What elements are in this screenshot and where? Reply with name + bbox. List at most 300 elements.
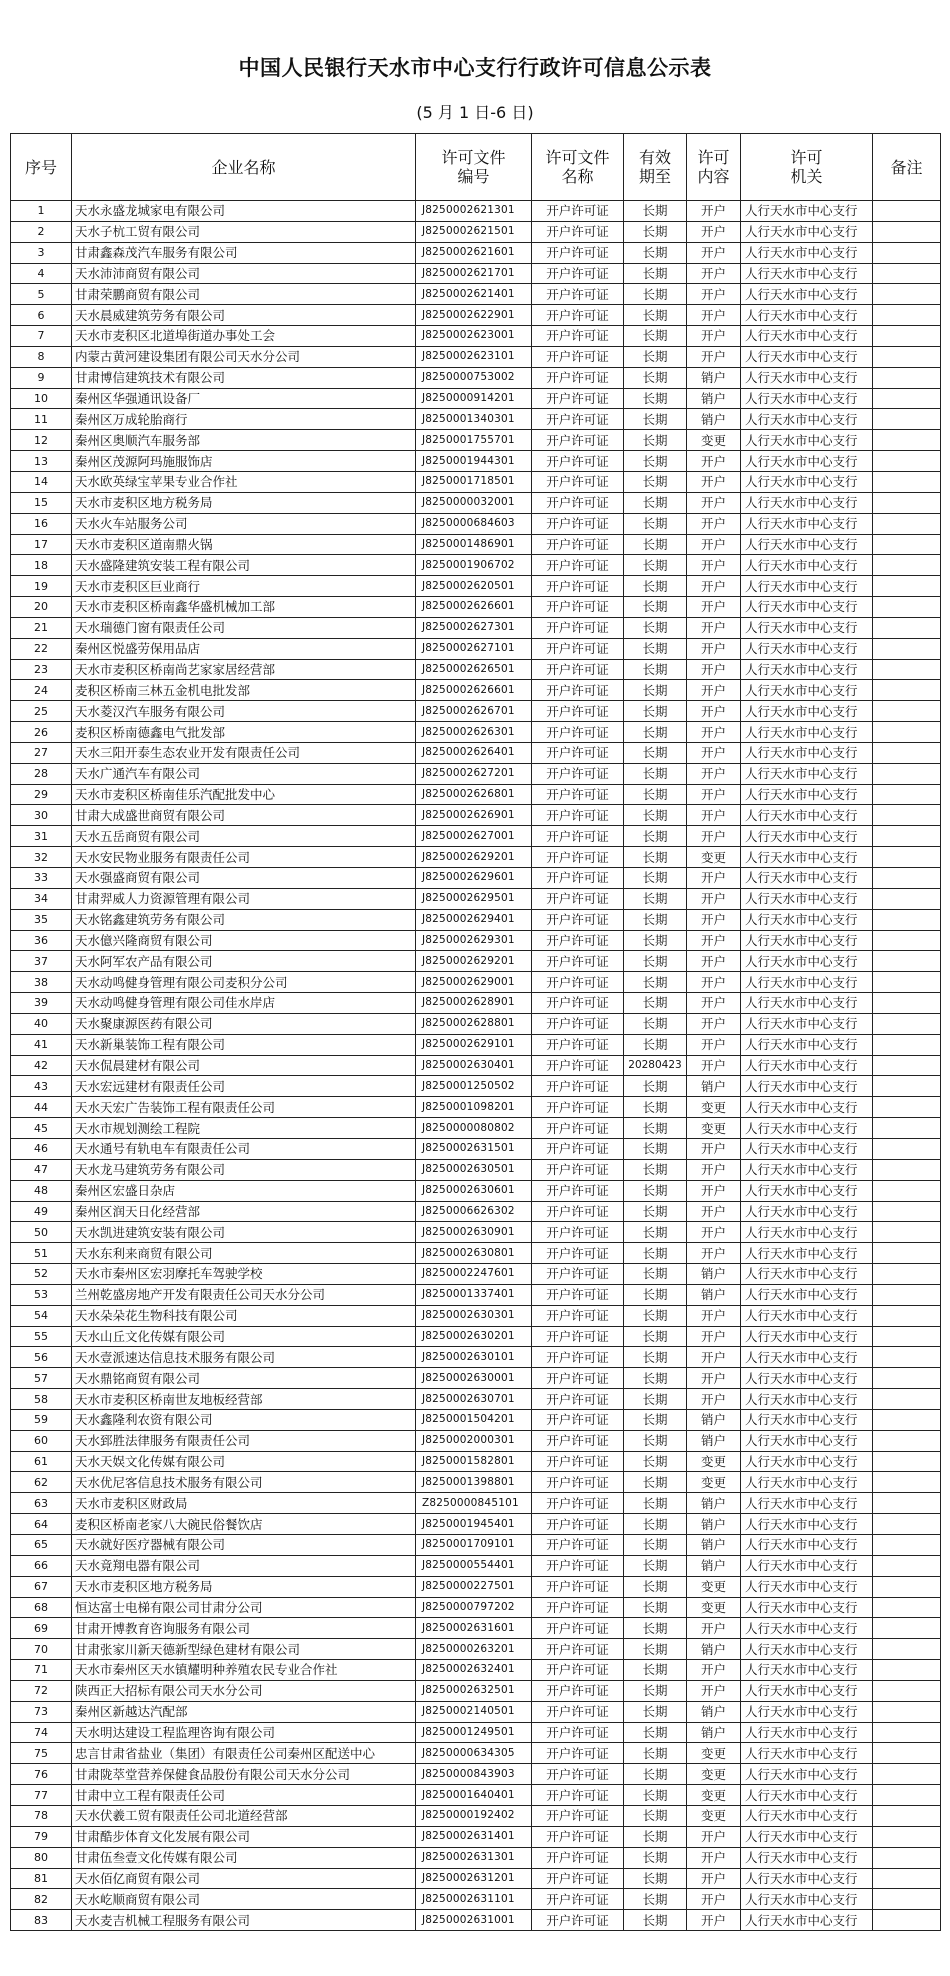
license-doc-name: 开户许可证 <box>532 784 624 805</box>
license-number: J8250002621401 <box>416 284 532 305</box>
company-name: 甘肃伍叁壹文化传媒有限公司 <box>72 1847 416 1868</box>
company-name: 天水沛沛商贸有限公司 <box>72 263 416 284</box>
valid-until: 长期 <box>624 326 687 347</box>
table-row <box>11 1785 941 1806</box>
valid-until: 长期 <box>624 1159 687 1180</box>
license-content: 开户 <box>687 471 741 492</box>
col-header-index: 序号 <box>11 134 72 201</box>
license-authority: 人行天水市中心支行 <box>741 1535 873 1556</box>
valid-until: 长期 <box>624 1013 687 1034</box>
table-row <box>11 722 941 743</box>
license-content: 开户 <box>687 826 741 847</box>
row-index: 11 <box>11 409 72 430</box>
row-index: 20 <box>11 597 72 618</box>
license-number: J8250002629001 <box>416 972 532 993</box>
row-index: 46 <box>11 1138 72 1159</box>
license-doc-name: 开户许可证 <box>532 1076 624 1097</box>
license-content: 销户 <box>687 388 741 409</box>
row-index: 59 <box>11 1409 72 1430</box>
note-cell <box>873 1097 941 1118</box>
row-index: 78 <box>11 1805 72 1826</box>
license-number: J8250002626801 <box>416 784 532 805</box>
license-authority: 人行天水市中心支行 <box>741 1472 873 1493</box>
row-index: 56 <box>11 1347 72 1368</box>
license-authority: 人行天水市中心支行 <box>741 1764 873 1785</box>
license-doc-name: 开户许可证 <box>532 576 624 597</box>
license-content: 开户 <box>687 680 741 701</box>
table-row <box>11 1868 941 1889</box>
valid-until: 长期 <box>624 1222 687 1243</box>
license-doc-name: 开户许可证 <box>532 1472 624 1493</box>
valid-until: 20280423 <box>624 1055 687 1076</box>
license-content: 销户 <box>687 1284 741 1305</box>
table-row <box>11 1597 941 1618</box>
company-name: 天水億兴隆商贸有限公司 <box>72 930 416 951</box>
note-cell <box>873 451 941 472</box>
license-number: J8250001755701 <box>416 430 532 451</box>
row-index: 58 <box>11 1389 72 1410</box>
license-authority: 人行天水市中心支行 <box>741 1284 873 1305</box>
col-header-term: 有效 期至 <box>624 134 687 201</box>
license-doc-name: 开户许可证 <box>532 722 624 743</box>
license-number: J8250000032001 <box>416 492 532 513</box>
license-content: 开户 <box>687 1243 741 1264</box>
license-number: J8250000263201 <box>416 1639 532 1660</box>
table-row <box>11 888 941 909</box>
note-cell <box>873 1159 941 1180</box>
table-row <box>11 597 941 618</box>
company-name: 甘肃中立工程有限责任公司 <box>72 1785 416 1806</box>
row-index: 43 <box>11 1076 72 1097</box>
license-authority: 人行天水市中心支行 <box>741 1680 873 1701</box>
license-number: J8250002140501 <box>416 1701 532 1722</box>
license-authority: 人行天水市中心支行 <box>741 701 873 722</box>
license-number: J8250001337401 <box>416 1284 532 1305</box>
license-authority: 人行天水市中心支行 <box>741 1555 873 1576</box>
license-authority: 人行天水市中心支行 <box>741 409 873 430</box>
company-name: 天水朵朵花生物科技有限公司 <box>72 1305 416 1326</box>
company-name: 天水安民物业服务有限责任公司 <box>72 847 416 868</box>
license-number: J8250002632401 <box>416 1660 532 1681</box>
note-cell <box>873 1013 941 1034</box>
valid-until: 长期 <box>624 909 687 930</box>
note-cell <box>873 868 941 889</box>
company-name: 天水强盛商贸有限公司 <box>72 868 416 889</box>
license-content: 开户 <box>687 1201 741 1222</box>
license-authority: 人行天水市中心支行 <box>741 263 873 284</box>
valid-until: 长期 <box>624 784 687 805</box>
license-doc-name: 开户许可证 <box>532 1910 624 1931</box>
license-doc-name: 开户许可证 <box>532 326 624 347</box>
license-content: 变更 <box>687 1118 741 1139</box>
license-number: J8250000554401 <box>416 1555 532 1576</box>
license-content: 开户 <box>687 742 741 763</box>
license-number: J8250002629201 <box>416 951 532 972</box>
license-doc-name: 开户许可证 <box>532 367 624 388</box>
license-number: J8250002630601 <box>416 1180 532 1201</box>
company-name: 天水鼎铭商贸有限公司 <box>72 1368 416 1389</box>
table-row <box>11 1722 941 1743</box>
company-name: 天水火车站服务公司 <box>72 513 416 534</box>
col-header-content: 许可 内容 <box>687 134 741 201</box>
license-content: 开户 <box>687 722 741 743</box>
row-index: 21 <box>11 617 72 638</box>
company-name: 秦州区宏盛日杂店 <box>72 1180 416 1201</box>
license-content: 开户 <box>687 1389 741 1410</box>
table-row <box>11 742 941 763</box>
note-cell <box>873 1451 941 1472</box>
license-content: 销户 <box>687 409 741 430</box>
table-row <box>11 680 941 701</box>
note-cell <box>873 1034 941 1055</box>
note-cell <box>873 263 941 284</box>
note-cell <box>873 471 941 492</box>
license-authority: 人行天水市中心支行 <box>741 1409 873 1430</box>
company-name: 天水市麦积区巨业商行 <box>72 576 416 597</box>
row-index: 36 <box>11 930 72 951</box>
row-index: 33 <box>11 868 72 889</box>
license-authority: 人行天水市中心支行 <box>741 513 873 534</box>
note-cell <box>873 409 941 430</box>
license-content: 开户 <box>687 221 741 242</box>
valid-until: 长期 <box>624 1660 687 1681</box>
license-content: 变更 <box>687 1451 741 1472</box>
valid-until: 长期 <box>624 346 687 367</box>
table-row <box>11 221 941 242</box>
row-index: 30 <box>11 805 72 826</box>
note-cell <box>873 1368 941 1389</box>
valid-until: 长期 <box>624 388 687 409</box>
table-row <box>11 763 941 784</box>
table-row <box>11 972 941 993</box>
license-content: 开户 <box>687 638 741 659</box>
license-content: 开户 <box>687 597 741 618</box>
license-content: 销户 <box>687 1493 741 1514</box>
license-authority: 人行天水市中心支行 <box>741 993 873 1014</box>
table-row <box>11 1326 941 1347</box>
row-index: 23 <box>11 659 72 680</box>
row-index: 67 <box>11 1576 72 1597</box>
license-authority: 人行天水市中心支行 <box>741 1055 873 1076</box>
license-authority: 人行天水市中心支行 <box>741 1826 873 1847</box>
license-authority: 人行天水市中心支行 <box>741 1305 873 1326</box>
license-content: 开户 <box>687 888 741 909</box>
license-number: J8250002621501 <box>416 221 532 242</box>
row-index: 51 <box>11 1243 72 1264</box>
license-authority: 人行天水市中心支行 <box>741 1701 873 1722</box>
license-number: J8250002630101 <box>416 1347 532 1368</box>
note-cell <box>873 1076 941 1097</box>
valid-until: 长期 <box>624 409 687 430</box>
license-authority: 人行天水市中心支行 <box>741 430 873 451</box>
valid-until: 长期 <box>624 1514 687 1535</box>
row-index: 79 <box>11 1826 72 1847</box>
license-number: J8250002631001 <box>416 1910 532 1931</box>
license-authority: 人行天水市中心支行 <box>741 367 873 388</box>
note-cell <box>873 1201 941 1222</box>
note-cell <box>873 1409 941 1430</box>
license-number: J8250002629101 <box>416 1034 532 1055</box>
company-name: 天水永盛龙城家电有限公司 <box>72 201 416 222</box>
license-number: J8250000753002 <box>416 367 532 388</box>
row-index: 71 <box>11 1660 72 1681</box>
license-number: J8250000843903 <box>416 1764 532 1785</box>
license-authority: 人行天水市中心支行 <box>741 909 873 930</box>
license-content: 开户 <box>687 951 741 972</box>
table-row <box>11 346 941 367</box>
valid-until: 长期 <box>624 471 687 492</box>
row-index: 68 <box>11 1597 72 1618</box>
license-authority: 人行天水市中心支行 <box>741 305 873 326</box>
table-row <box>11 1555 941 1576</box>
license-doc-name: 开户许可证 <box>532 1055 624 1076</box>
license-doc-name: 开户许可证 <box>532 805 624 826</box>
row-index: 31 <box>11 826 72 847</box>
row-index: 66 <box>11 1555 72 1576</box>
note-cell <box>873 242 941 263</box>
license-doc-name: 开户许可证 <box>532 868 624 889</box>
license-authority: 人行天水市中心支行 <box>741 1222 873 1243</box>
valid-until: 长期 <box>624 597 687 618</box>
row-index: 1 <box>11 201 72 222</box>
license-content: 开户 <box>687 617 741 638</box>
valid-until: 长期 <box>624 972 687 993</box>
license-content: 开户 <box>687 1847 741 1868</box>
row-index: 19 <box>11 576 72 597</box>
row-index: 77 <box>11 1785 72 1806</box>
table-row <box>11 1910 941 1931</box>
license-authority: 人行天水市中心支行 <box>741 638 873 659</box>
license-authority: 人行天水市中心支行 <box>741 1743 873 1764</box>
row-index: 15 <box>11 492 72 513</box>
table-body <box>11 201 941 1931</box>
row-index: 57 <box>11 1368 72 1389</box>
note-cell <box>873 1618 941 1639</box>
license-number: J8250001718501 <box>416 471 532 492</box>
note-cell <box>873 1472 941 1493</box>
license-content: 销户 <box>687 1264 741 1285</box>
table-row <box>11 1264 941 1285</box>
note-cell <box>873 284 941 305</box>
row-index: 39 <box>11 993 72 1014</box>
license-authority: 人行天水市中心支行 <box>741 1660 873 1681</box>
license-authority: 人行天水市中心支行 <box>741 1910 873 1931</box>
company-name: 天水侃晨建材有限公司 <box>72 1055 416 1076</box>
license-content: 销户 <box>687 1076 741 1097</box>
license-content: 变更 <box>687 1097 741 1118</box>
license-number: J8250002627301 <box>416 617 532 638</box>
valid-until: 长期 <box>624 1680 687 1701</box>
valid-until: 长期 <box>624 1722 687 1743</box>
note-cell <box>873 1180 941 1201</box>
license-content: 开户 <box>687 1305 741 1326</box>
license-content: 变更 <box>687 1576 741 1597</box>
license-doc-name: 开户许可证 <box>532 1555 624 1576</box>
table-row <box>11 388 941 409</box>
company-name: 天水欧英绿宝苹果专业合作社 <box>72 471 416 492</box>
valid-until: 长期 <box>624 576 687 597</box>
note-cell <box>873 1535 941 1556</box>
row-index: 7 <box>11 326 72 347</box>
license-authority: 人行天水市中心支行 <box>741 1493 873 1514</box>
license-doc-name: 开户许可证 <box>532 680 624 701</box>
note-cell <box>873 722 941 743</box>
note-cell <box>873 1889 941 1910</box>
table-row <box>11 617 941 638</box>
license-authority: 人行天水市中心支行 <box>741 1847 873 1868</box>
note-cell <box>873 221 941 242</box>
row-index: 27 <box>11 742 72 763</box>
table-row <box>11 576 941 597</box>
table-row <box>11 1159 941 1180</box>
license-doc-name: 开户许可证 <box>532 1118 624 1139</box>
row-index: 75 <box>11 1743 72 1764</box>
license-number: J8250001640401 <box>416 1785 532 1806</box>
row-index: 14 <box>11 471 72 492</box>
valid-until: 长期 <box>624 201 687 222</box>
license-content: 开户 <box>687 1660 741 1681</box>
company-name: 恒达富士电梯有限公司甘肃分公司 <box>72 1597 416 1618</box>
table-row <box>11 367 941 388</box>
license-doc-name: 开户许可证 <box>532 492 624 513</box>
table-row <box>11 451 941 472</box>
license-doc-name: 开户许可证 <box>532 930 624 951</box>
table-row <box>11 242 941 263</box>
license-number: J8250002630301 <box>416 1305 532 1326</box>
license-doc-name: 开户许可证 <box>532 1409 624 1430</box>
note-cell <box>873 909 941 930</box>
table-row <box>11 909 941 930</box>
license-doc-name: 开户许可证 <box>532 1430 624 1451</box>
license-number: J8250002626701 <box>416 701 532 722</box>
note-cell <box>873 513 941 534</box>
valid-until: 长期 <box>624 430 687 451</box>
company-name: 秦州区华强通讯设备厂 <box>72 388 416 409</box>
valid-until: 长期 <box>624 701 687 722</box>
row-index: 12 <box>11 430 72 451</box>
row-index: 41 <box>11 1034 72 1055</box>
license-content: 销户 <box>687 1535 741 1556</box>
valid-until: 长期 <box>624 263 687 284</box>
table-row <box>11 1472 941 1493</box>
valid-until: 长期 <box>624 1138 687 1159</box>
col-header-doc-name: 许可文件 名称 <box>532 134 624 201</box>
note-cell <box>873 784 941 805</box>
license-doc-name: 开户许可证 <box>532 1284 624 1305</box>
note-cell <box>873 1868 941 1889</box>
valid-until: 长期 <box>624 1409 687 1430</box>
table-row <box>11 1013 941 1034</box>
valid-until: 长期 <box>624 1764 687 1785</box>
table-row <box>11 1764 941 1785</box>
license-authority: 人行天水市中心支行 <box>741 868 873 889</box>
company-name: 天水阿军农产品有限公司 <box>72 951 416 972</box>
license-authority: 人行天水市中心支行 <box>741 1514 873 1535</box>
license-doc-name: 开户许可证 <box>532 1201 624 1222</box>
license-authority: 人行天水市中心支行 <box>741 1722 873 1743</box>
license-doc-name: 开户许可证 <box>532 1576 624 1597</box>
license-doc-name: 开户许可证 <box>532 742 624 763</box>
row-index: 2 <box>11 221 72 242</box>
license-doc-name: 开户许可证 <box>532 1180 624 1201</box>
table-row <box>11 1826 941 1847</box>
license-content: 开户 <box>687 1826 741 1847</box>
license-doc-name: 开户许可证 <box>532 1013 624 1034</box>
license-content: 开户 <box>687 1326 741 1347</box>
license-doc-name: 开户许可证 <box>532 1868 624 1889</box>
license-doc-name: 开户许可证 <box>532 1743 624 1764</box>
license-content: 开户 <box>687 868 741 889</box>
note-cell <box>873 1264 941 1285</box>
license-number: J8250002626601 <box>416 597 532 618</box>
license-content: 开户 <box>687 784 741 805</box>
note-cell <box>873 555 941 576</box>
license-number: Z8250000845101 <box>416 1493 532 1514</box>
license-doc-name: 开户许可证 <box>532 346 624 367</box>
license-authority: 人行天水市中心支行 <box>741 784 873 805</box>
table-row <box>11 1409 941 1430</box>
license-authority: 人行天水市中心支行 <box>741 1639 873 1660</box>
license-doc-name: 开户许可证 <box>532 1722 624 1743</box>
license-authority: 人行天水市中心支行 <box>741 471 873 492</box>
license-number: J8250002630401 <box>416 1055 532 1076</box>
valid-until: 长期 <box>624 722 687 743</box>
note-cell <box>873 346 941 367</box>
valid-until: 长期 <box>624 888 687 909</box>
license-authority: 人行天水市中心支行 <box>741 1180 873 1201</box>
company-name: 天水天宏广告装饰工程有限责任公司 <box>72 1097 416 1118</box>
license-doc-name: 开户许可证 <box>532 1493 624 1514</box>
license-authority: 人行天水市中心支行 <box>741 1618 873 1639</box>
valid-until: 长期 <box>624 1618 687 1639</box>
license-number: J8250001249501 <box>416 1722 532 1743</box>
license-number: J8250002631301 <box>416 1847 532 1868</box>
valid-until: 长期 <box>624 284 687 305</box>
row-index: 48 <box>11 1180 72 1201</box>
license-doc-name: 开户许可证 <box>532 1138 624 1159</box>
license-number: J8250002626401 <box>416 742 532 763</box>
valid-until: 长期 <box>624 1118 687 1139</box>
valid-until: 长期 <box>624 1034 687 1055</box>
license-number: J8250000914201 <box>416 388 532 409</box>
company-name: 天水动鸣健身管理有限公司佳水岸店 <box>72 993 416 1014</box>
company-name: 甘肃大成盛世商贸有限公司 <box>72 805 416 826</box>
note-cell <box>873 805 941 826</box>
table-row <box>11 993 941 1014</box>
company-name: 天水动鸣健身管理有限公司麦积分公司 <box>72 972 416 993</box>
row-index: 53 <box>11 1284 72 1305</box>
license-content: 销户 <box>687 1722 741 1743</box>
company-name: 天水市秦州区宏羽摩托车驾驶学校 <box>72 1264 416 1285</box>
license-doc-name: 开户许可证 <box>532 1159 624 1180</box>
valid-until: 长期 <box>624 847 687 868</box>
note-cell <box>873 993 941 1014</box>
license-number: J8250002620501 <box>416 576 532 597</box>
valid-until: 长期 <box>624 1639 687 1660</box>
valid-until: 长期 <box>624 1576 687 1597</box>
table-row <box>11 638 941 659</box>
license-number: J8250000797202 <box>416 1597 532 1618</box>
table-row <box>11 1889 941 1910</box>
license-authority: 人行天水市中心支行 <box>741 680 873 701</box>
note-cell <box>873 367 941 388</box>
license-doc-name: 开户许可证 <box>532 1222 624 1243</box>
valid-until: 长期 <box>624 1701 687 1722</box>
row-index: 4 <box>11 263 72 284</box>
company-name: 天水壹派速达信息技术服务有限公司 <box>72 1347 416 1368</box>
note-cell <box>873 1743 941 1764</box>
license-number: J8250002629301 <box>416 930 532 951</box>
